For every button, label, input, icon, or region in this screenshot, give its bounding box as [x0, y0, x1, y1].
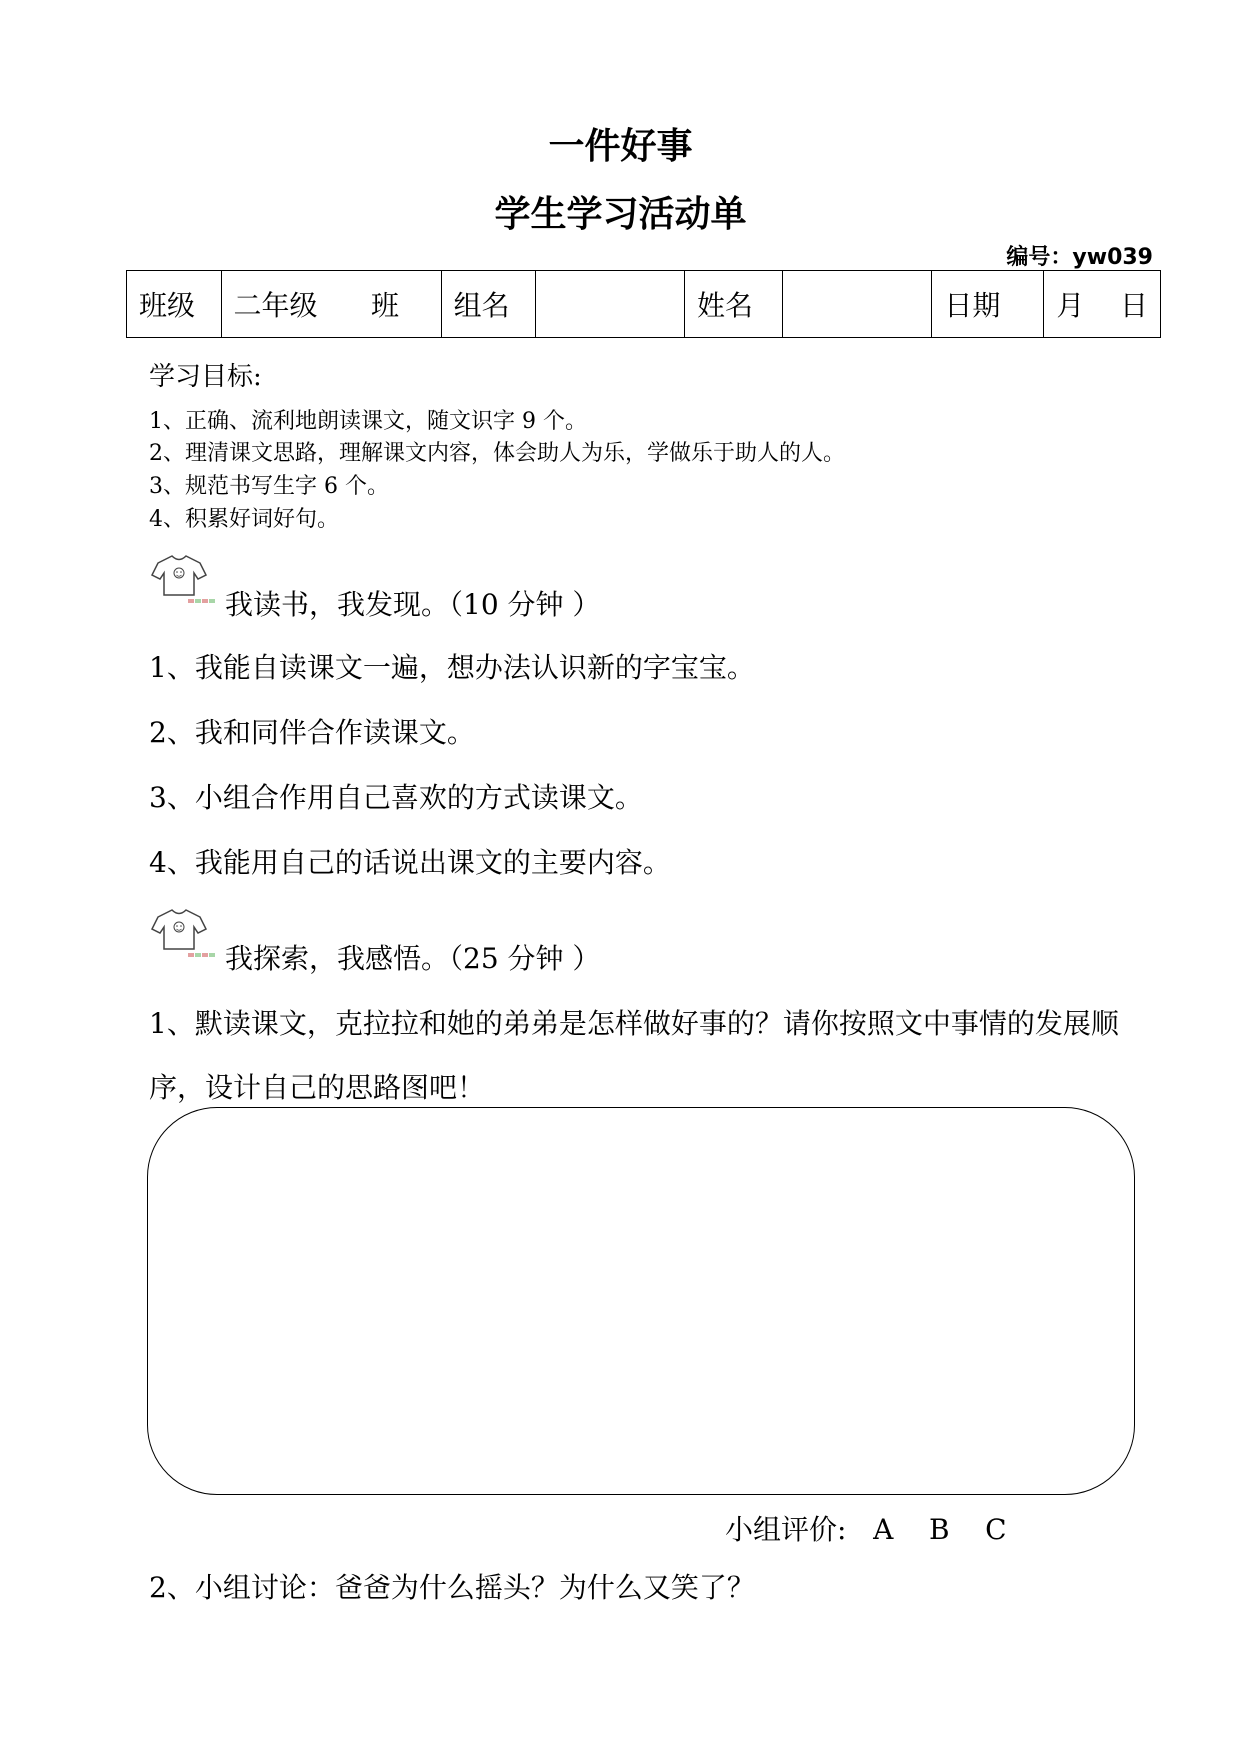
page-title: 一件好事	[548, 126, 693, 167]
class-field[interactable]: 二年级 班	[221, 271, 441, 338]
t-shirt-icon	[150, 907, 222, 967]
info-table	[126, 270, 1161, 338]
mind-map-answer-box[interactable]	[147, 1107, 1135, 1495]
name-field[interactable]	[783, 271, 932, 338]
question-1-line-2: 序，设计自己的思路图吧！	[149, 1071, 486, 1104]
t-shirt-icon	[150, 553, 222, 613]
group-label: 组名	[441, 271, 536, 338]
goal-item: 2、理清课文思路，理解课文内容，体会助人为乐，学做乐于助人的人。	[149, 441, 845, 466]
goals-title: 学习目标:	[149, 362, 262, 392]
group-field[interactable]	[536, 271, 685, 338]
section1-item: 2、我和同伴合作读课文。	[149, 716, 475, 749]
section1-item: 1、我能自读课文一遍，想办法认识新的字宝宝。	[149, 651, 755, 684]
name-label: 姓名	[685, 271, 783, 338]
goal-item: 3、规范书写生字 6 个。	[149, 474, 389, 499]
goal-item: 4、积累好词好句。	[149, 507, 339, 532]
page-subtitle: 学生学习活动单	[494, 194, 747, 235]
group-evaluation: 小组评价: A B C	[725, 1513, 1007, 1546]
date-field[interactable]: 月 日	[1044, 271, 1161, 338]
section1-heading-text: 我读书，我发现。（10 分钟 ）	[225, 588, 601, 621]
document-number: 编号：yw039	[1006, 245, 1153, 270]
section2-heading	[150, 907, 750, 975]
section1-item: 3、小组合作用自己喜欢的方式读课文。	[149, 781, 643, 814]
goal-item: 1、正确、流利地朗读课文，随文识字 9 个。	[149, 409, 587, 434]
section2-heading-text: 我探索，我感悟。（25 分钟 ）	[225, 942, 601, 975]
class-label: 班级	[127, 271, 222, 338]
question-1-line-1: 1、默读课文，克拉拉和她的弟弟是怎样做好事的？请你按照文中事情的发展顺	[149, 1007, 1119, 1040]
date-label: 日期	[932, 271, 1044, 338]
question-2: 2、小组讨论：爸爸为什么摇头？为什么又笑了？	[149, 1571, 755, 1604]
section1-item: 4、我能用自己的话说出课文的主要内容。	[149, 846, 671, 879]
section1-heading	[150, 553, 750, 621]
